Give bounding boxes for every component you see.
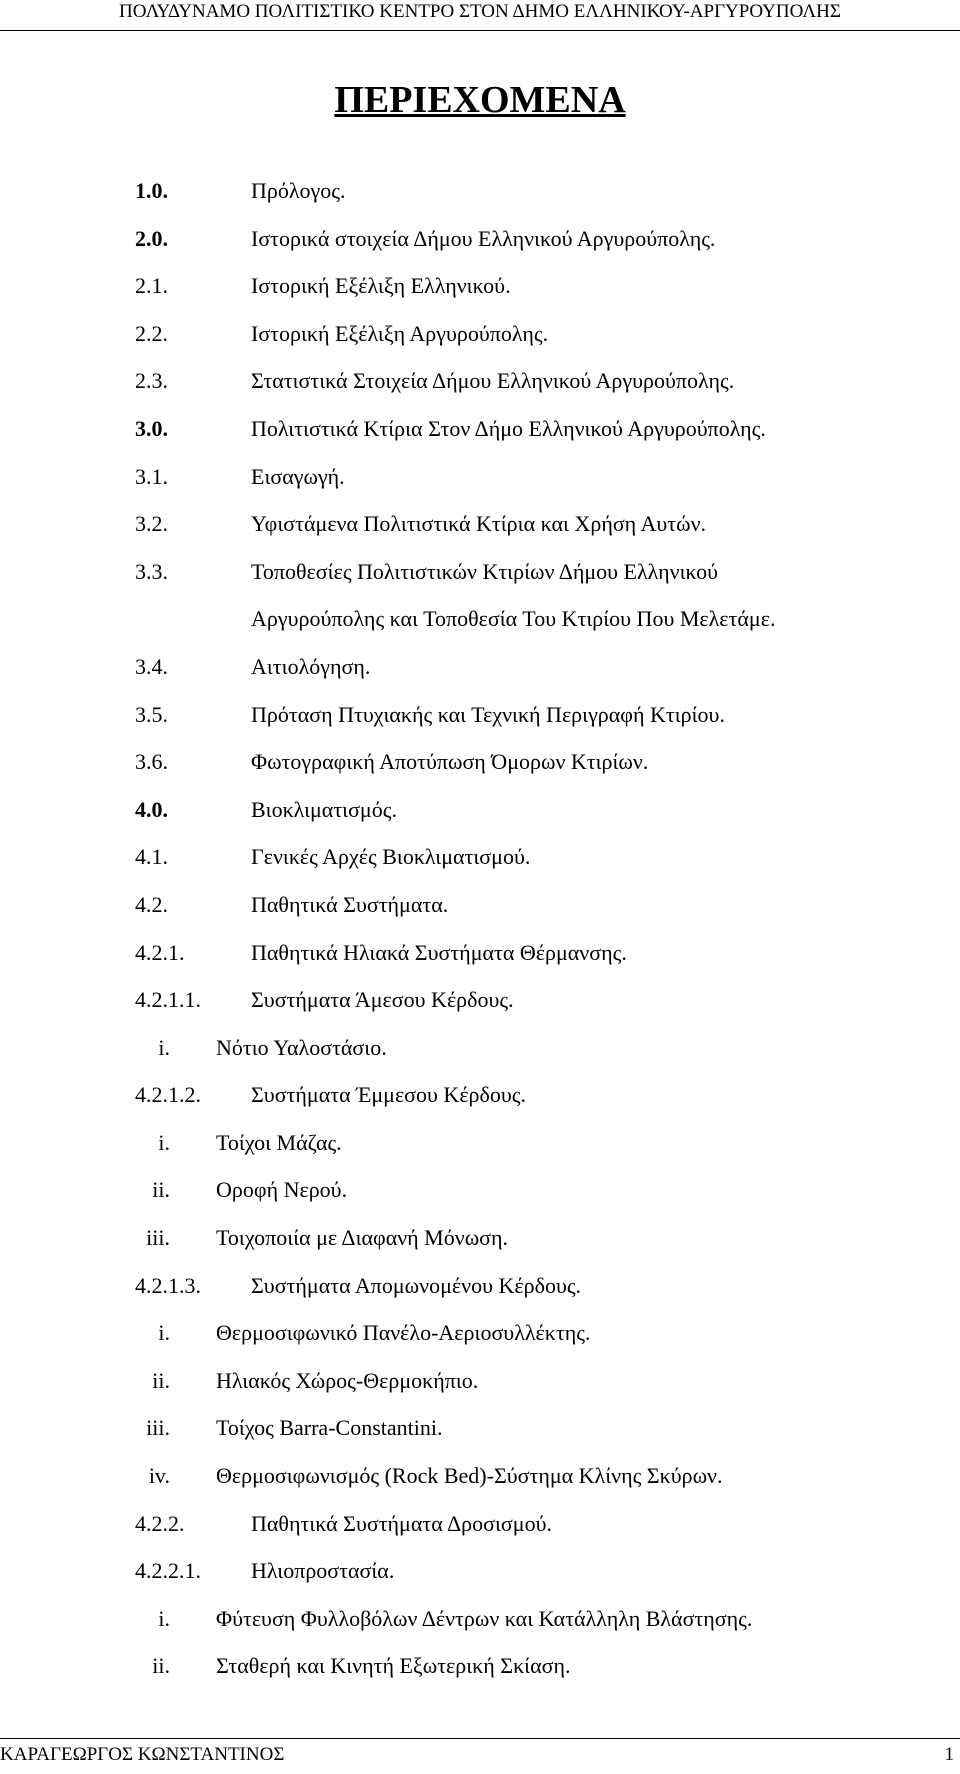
toc-entry-number: 3.6.: [135, 749, 168, 775]
toc-entry-number: ii.: [152, 1177, 170, 1203]
toc-entry-number: i.: [158, 1320, 170, 1346]
toc-entry-number: iii.: [146, 1415, 170, 1441]
toc-entry-title: Νότιο Υαλοστάσιο.: [216, 1034, 387, 1060]
toc-entry-number: i.: [158, 1605, 170, 1631]
toc-entry-number: 4.2.2.: [135, 1510, 185, 1536]
toc-entry-number: 4.2.1.3.: [135, 1272, 201, 1298]
toc-entry-title: Παθητικά Συστήματα Δροσισμού.: [251, 1510, 552, 1536]
toc-entry: [0, 317, 960, 365]
toc-entry-title: Φύτευση Φυλλοβόλων Δέντρων και Κατάλληλη Βλάστησης.: [216, 1605, 753, 1631]
toc-entry-title: Βιοκλιματισμός.: [251, 796, 397, 822]
toc-entry-title: Αιτιολόγηση.: [251, 653, 371, 679]
toc-entry-title: Γενικές Αρχές Βιοκλιματισμού.: [251, 844, 531, 870]
toc-entry-title: Συστήματα Άμεσου Κέρδους.: [251, 987, 514, 1013]
toc-entry-title: Ιστορική Εξέλιξη Αργυρούπολης.: [251, 320, 549, 346]
toc-entry-title: Συστήματα Απομωνομένου Κέρδους.: [251, 1272, 582, 1298]
toc-entry-title: Σταθερή και Κινητή Εξωτερική Σκίαση.: [216, 1653, 571, 1679]
toc-entry-number: 4.0.: [135, 796, 168, 822]
toc-entry: [0, 1411, 960, 1459]
toc-entry-number: 2.1.: [135, 273, 168, 299]
toc-entry: [0, 222, 960, 270]
toc-entry-title: Παθητικά Συστήματα.: [251, 891, 449, 917]
toc-entry: [0, 1221, 960, 1269]
toc-entry: [0, 507, 960, 555]
toc-entry-number: 2.0.: [135, 225, 168, 251]
toc-entry: [0, 1078, 960, 1126]
toc-entry-number: 2.2.: [135, 320, 168, 346]
toc-entry-title: Ιστορική Εξέλιξη Ελληνικού.: [251, 273, 511, 299]
toc-entry-title: Πρόλογος.: [251, 178, 346, 203]
toc-entry-number: 4.1.: [135, 844, 168, 870]
toc-entry-title: Πρόταση Πτυχιακής και Τεχνική Περιγραφή Κτιρίου.: [251, 701, 725, 727]
toc-entry-number: iv.: [148, 1463, 170, 1489]
toc-entry-title: Τοποθεσίες Πολιτιστικών Κτιρίων Δήμου Ελληνικού: [251, 558, 718, 584]
toc-entry-number: 4.2.1.2.: [135, 1082, 201, 1108]
toc-entry: [0, 1649, 960, 1697]
toc-entry: [0, 1126, 960, 1174]
toc-entry-number: 4.2.1.: [135, 939, 185, 965]
toc-entry: [0, 840, 960, 888]
toc-entry: [0, 936, 960, 984]
toc-entry: [0, 1173, 960, 1221]
toc-entry-number: iii.: [146, 1225, 170, 1251]
toc-entry-title: Φωτογραφική Αποτύπωση Όμορων Κτιρίων.: [251, 749, 649, 775]
toc-entry-number: 3.0.: [135, 415, 168, 441]
toc-entry-number: 3.2.: [135, 511, 168, 537]
toc-entry: [0, 460, 960, 508]
footer-author: ΚΑΡΑΓΕΩΡΓΟΣ ΚΩΝΣΤΑΝΤΙΝΟΣ: [0, 1744, 285, 1765]
toc-entry-number: 3.4.: [135, 653, 168, 679]
toc-entry-number: i.: [158, 1034, 170, 1060]
toc-entry-number: 3.1.: [135, 463, 168, 489]
toc-entry: [0, 1459, 960, 1507]
toc-entry: [0, 364, 960, 412]
toc-entry-title: Θερμοσιφωνικό Πανέλο-Αεριοσυλλέκτης.: [216, 1320, 591, 1346]
toc-entry-number: 4.2.: [135, 891, 168, 917]
toc-entry: [0, 1507, 960, 1555]
toc-entry-title: Συστήματα Έμμεσου Κέρδους.: [251, 1082, 527, 1108]
toc-entry: [0, 1602, 960, 1650]
toc-entry-title: Οροφή Νερού.: [216, 1177, 348, 1203]
toc-entry: [0, 1316, 960, 1364]
toc-entry: [0, 793, 960, 841]
header-rule: [0, 30, 960, 31]
toc-entry: [0, 1554, 960, 1602]
toc-entry-number: 4.2.1.1.: [135, 987, 201, 1013]
toc-entry-title: Ηλιακός Χώρος-Θερμοκήπιο.: [216, 1367, 479, 1393]
toc-entry: [0, 1364, 960, 1412]
toc-entry-number: 1.0.: [135, 178, 168, 203]
toc-entry: [0, 555, 960, 603]
toc-entry-number: 4.2.2.1.: [135, 1558, 201, 1584]
table-of-contents: [0, 174, 960, 1697]
page-title: ΠΕΡΙΕΧΟΜΕΝΑ: [334, 79, 626, 121]
toc-entry: [0, 983, 960, 1031]
toc-entry: [0, 650, 960, 698]
running-header: ΠΟΛΥΔΥΝΑΜΟ ΠΟΛΙΤΙΣΤΙΚΟ ΚΕΝΤΡΟ ΣΤΟΝ ΔΗΜΟ ΕΛΛΗΝΙΚΟΥ-ΑΡΓΥΡΟΥΠΟΛΗΣ: [119, 1, 841, 22]
toc-entry: [0, 269, 960, 317]
toc-entry-title: Τοίχοι Μάζας.: [216, 1129, 342, 1155]
footer-rule: [0, 1738, 960, 1739]
page-number: 1: [944, 1744, 954, 1765]
toc-entry-title: Στατιστικά Στοιχεία Δήμου Ελληνικού Αργυρούπολης.: [251, 368, 735, 394]
toc-entry: [0, 745, 960, 793]
toc-entry: [0, 412, 960, 460]
toc-entry-number: i.: [158, 1129, 170, 1155]
toc-entry: [0, 602, 960, 650]
toc-entry: [0, 174, 960, 222]
toc-entry-title: Ηλιοπροστασία.: [251, 1558, 395, 1584]
toc-entry-number: ii.: [152, 1653, 170, 1679]
toc-entry-title: Αργυρούπολης και Τοποθεσία Του Κτιρίου Που Μελετάμε.: [251, 606, 776, 632]
toc-entry-title: Υφιστάμενα Πολιτιστικά Κτίρια και Χρήση Αυτών.: [251, 511, 707, 537]
toc-entry-number: 2.3.: [135, 368, 168, 394]
toc-entry-number: 3.5.: [135, 701, 168, 727]
toc-entry-number: ii.: [152, 1367, 170, 1393]
toc-entry-title: Θερμοσιφωνισμός (Rock Bed)-Σύστημα Κλίνης Σκύρων.: [216, 1463, 723, 1489]
toc-entry-title: Τοίχος Barra-Constantini.: [216, 1415, 443, 1441]
toc-entry-number: 3.3.: [135, 558, 168, 584]
toc-entry: [0, 1031, 960, 1079]
toc-entry: [0, 888, 960, 936]
toc-entry-title: Πολιτιστικά Κτίρια Στον Δήμο Ελληνικού Αργυρούπολης.: [251, 415, 766, 441]
toc-entry: [0, 698, 960, 746]
toc-entry-title: Παθητικά Ηλιακά Συστήματα Θέρμανσης.: [251, 939, 627, 965]
toc-entry-title: Εισαγωγή.: [251, 463, 345, 489]
toc-entry-title: Ιστορικά στοιχεία Δήμου Ελληνικού Αργυρούπολης.: [251, 225, 716, 251]
toc-entry-title: Τοιχοποιία με Διαφανή Μόνωση.: [216, 1225, 509, 1251]
toc-entry: [0, 1269, 960, 1317]
